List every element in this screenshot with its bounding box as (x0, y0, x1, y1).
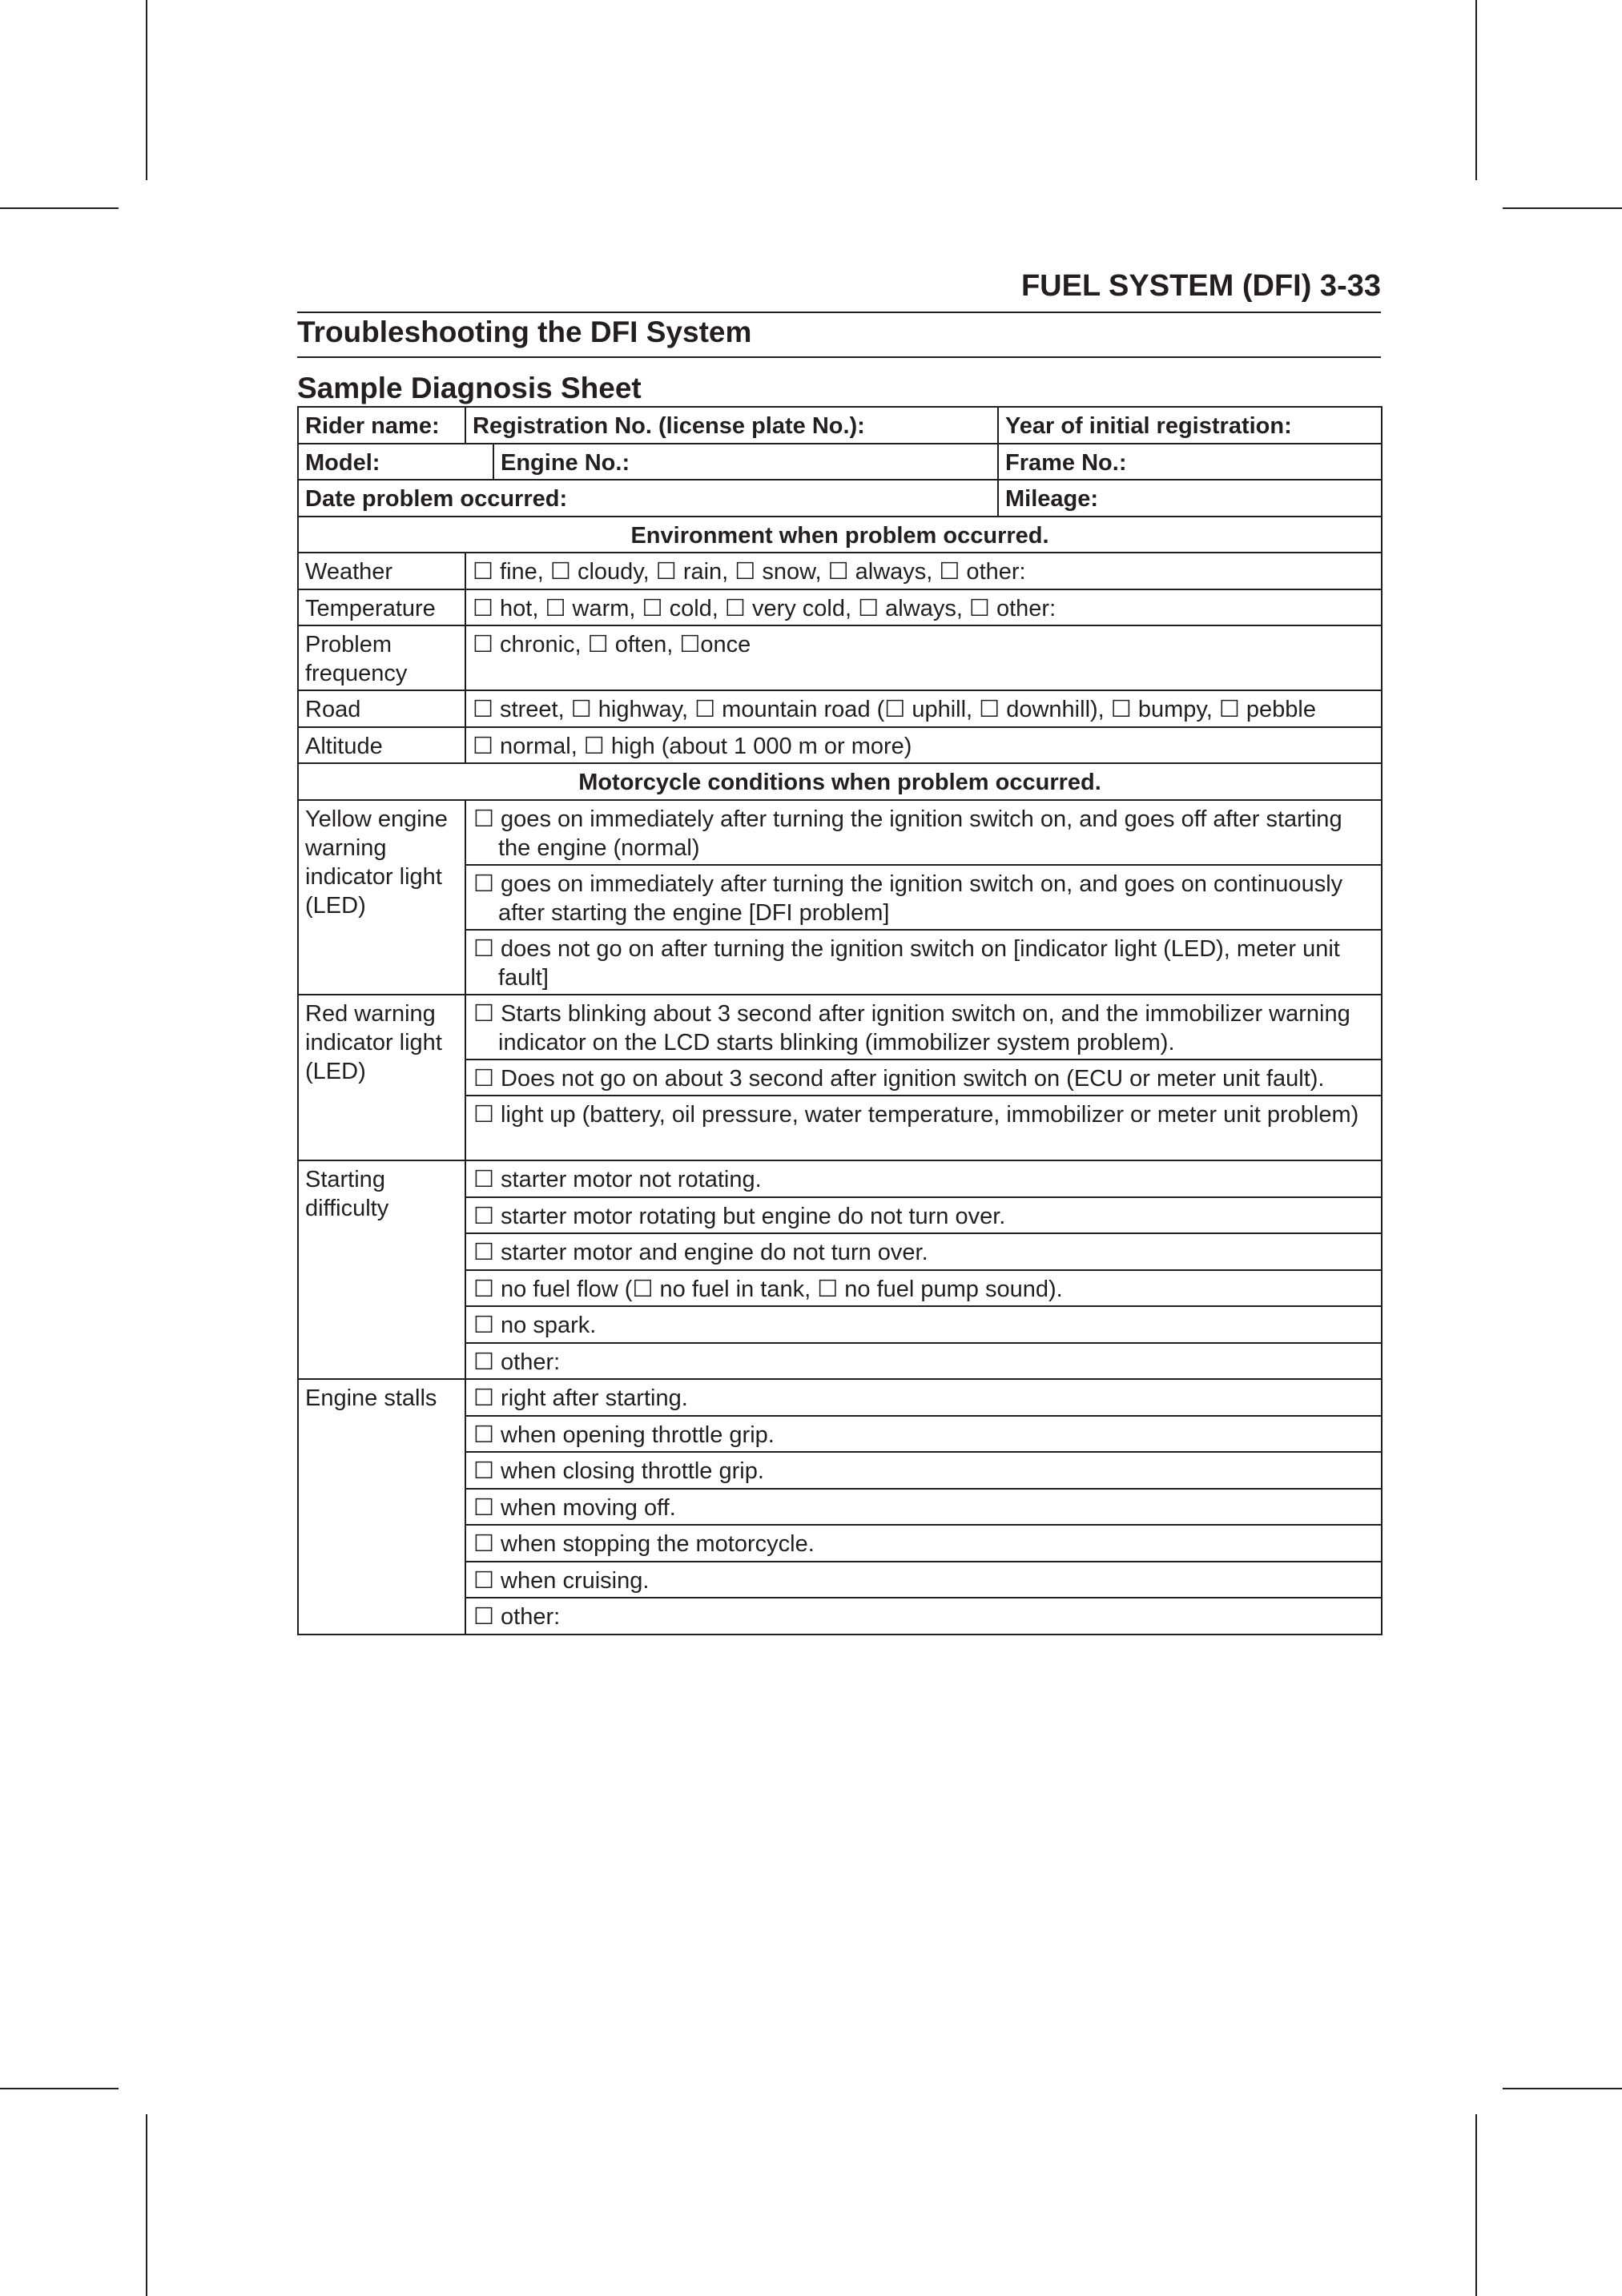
table-row (298, 727, 1382, 764)
table-row (298, 995, 1382, 1060)
crop-mark (1475, 2114, 1477, 2296)
crop-mark (0, 2088, 119, 2089)
road-options[interactable]: ☐ street, ☐ highway, ☐ mountain road (☐ uphill, ☐ downhill), ☐ bumpy, ☐ pebble (465, 690, 1382, 727)
yellow-option[interactable]: ☐ goes on immediately after turning the ignition switch on, and goes on continuously after starting the engine [DFI problem] (465, 865, 1382, 930)
stalls-option[interactable]: ☐ right after starting. (465, 1379, 1382, 1416)
sheet-title: Sample Diagnosis Sheet (297, 372, 642, 404)
model-field[interactable]: Model: (298, 444, 493, 481)
table-row (298, 1379, 1382, 1416)
yellow-indicator-label: Yellow engine warning indicator light (LED) (298, 800, 465, 995)
starting-option[interactable]: ☐ starter motor not rotating. (465, 1160, 1382, 1197)
mileage-field[interactable]: Mileage: (998, 480, 1382, 517)
year-registration-field[interactable]: Year of initial registration: (998, 407, 1382, 444)
table-row (298, 553, 1382, 589)
altitude-label: Altitude (298, 727, 465, 764)
starting-option[interactable]: ☐ starter motor and engine do not turn over. (465, 1233, 1382, 1270)
table-row (298, 589, 1382, 626)
crop-mark (0, 207, 119, 209)
red-option[interactable]: ☐ Starts blinking about 3 second after ignition switch on, and the immobilizer warning indicator on the LCD starts blinking (immobilizer system problem). (465, 995, 1382, 1060)
environment-heading: Environment when problem occurred. (298, 517, 1382, 553)
red-indicator-label: Red warning indicator light (LED) (298, 995, 465, 1161)
stalls-option[interactable]: ☐ when closing throttle grip. (465, 1452, 1382, 1489)
starting-option[interactable]: ☐ no spark. (465, 1306, 1382, 1343)
starting-option[interactable]: ☐ starter motor rotating but engine do not turn over. (465, 1197, 1382, 1234)
yellow-option[interactable]: ☐ does not go on after turning the ignition switch on [indicator light (LED), meter unit fault] (465, 930, 1382, 995)
section-title: Troubleshooting the DFI System (297, 316, 752, 348)
table-row (298, 444, 1382, 481)
frame-no-field[interactable]: Frame No.: (998, 444, 1382, 481)
registration-no-field[interactable]: Registration No. (license plate No.): (465, 407, 998, 444)
crop-mark (146, 2114, 147, 2296)
crop-mark (1503, 207, 1622, 209)
running-head: FUEL SYSTEM (DFI) 3-33 (1020, 269, 1381, 303)
weather-label: Weather (298, 553, 465, 589)
table-row (298, 763, 1382, 800)
table-row (298, 480, 1382, 517)
stalls-option[interactable]: ☐ when opening throttle grip. (465, 1416, 1382, 1453)
engine-stalls-label: Engine stalls (298, 1379, 465, 1635)
engine-no-field[interactable]: Engine No.: (493, 444, 998, 481)
table-row (298, 625, 1382, 690)
stalls-option[interactable]: ☐ when cruising. (465, 1562, 1382, 1598)
crop-mark (1475, 0, 1477, 180)
yellow-option[interactable]: ☐ goes on immediately after turning the ignition switch on, and goes off after starting the engine (normal) (465, 800, 1382, 865)
temperature-label: Temperature (298, 589, 465, 626)
table-row (298, 1160, 1382, 1197)
stalls-option[interactable]: ☐ when moving off. (465, 1489, 1382, 1526)
red-option[interactable]: ☐ Does not go on about 3 second after ignition switch on (ECU or meter unit fault). (465, 1060, 1382, 1096)
starting-option[interactable]: ☐ other: (465, 1343, 1382, 1380)
conditions-heading: Motorcycle conditions when problem occurred. (298, 763, 1382, 800)
stalls-option[interactable]: ☐ other: (465, 1598, 1382, 1635)
diagnosis-sheet-table (297, 406, 1383, 1635)
stalls-option[interactable]: ☐ when stopping the motorcycle. (465, 1525, 1382, 1562)
date-problem-field[interactable]: Date problem occurred: (298, 480, 998, 517)
starting-option[interactable]: ☐ no fuel flow (☐ no fuel in tank, ☐ no fuel pump sound). (465, 1270, 1382, 1307)
red-option[interactable]: ☐ light up (battery, oil pressure, water temperature, immobilizer or meter unit problem) (465, 1096, 1382, 1160)
weather-options[interactable]: ☐ fine, ☐ cloudy, ☐ rain, ☐ snow, ☐ always, ☐ other: (465, 553, 1382, 589)
temperature-options[interactable]: ☐ hot, ☐ warm, ☐ cold, ☐ very cold, ☐ always, ☐ other: (465, 589, 1382, 626)
frequency-label: Problem frequency (298, 625, 465, 690)
crop-mark (146, 0, 147, 180)
table-row (298, 517, 1382, 553)
road-label: Road (298, 690, 465, 727)
table-row (298, 800, 1382, 865)
crop-mark (1503, 2088, 1622, 2089)
starting-difficulty-label: Starting difficulty (298, 1160, 465, 1379)
section-rule (297, 356, 1381, 358)
altitude-options[interactable]: ☐ normal, ☐ high (about 1 000 m or more) (465, 727, 1382, 764)
table-row (298, 690, 1382, 727)
frequency-options[interactable]: ☐ chronic, ☐ often, ☐once (465, 625, 1382, 690)
rider-name-field[interactable]: Rider name: (298, 407, 465, 444)
table-row (298, 407, 1382, 444)
